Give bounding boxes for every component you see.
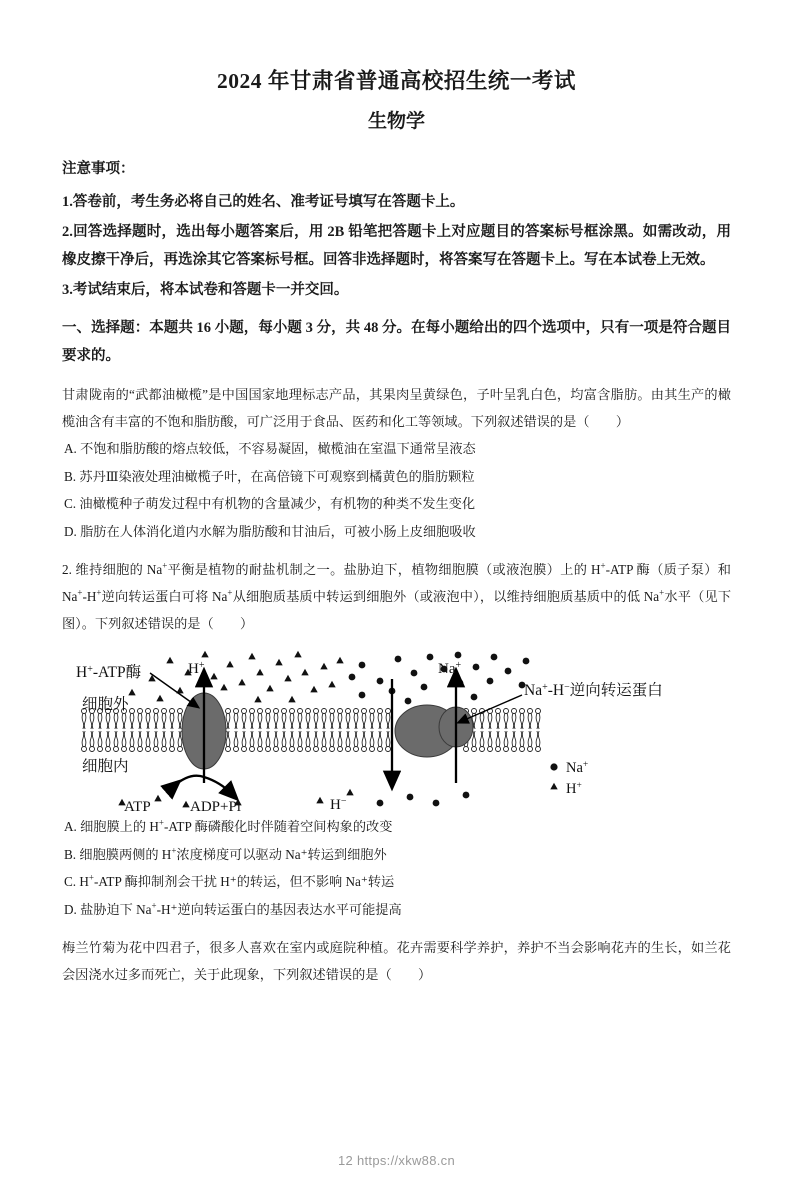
section-heading-choice: 一、选择题：本题共 16 小题，每小题 3 分，共 48 分。在每小题给出的四个选项中，只有一项是符合题目要求的。 — [62, 319, 731, 364]
notice-item-2: 2.回答选择题时，选出每小题答案后，用 2B 铅笔把答题卡上对应题目的答案标号框涂黑。如需改动，用橡皮擦干净后，再选涂其它答案标号框。回答非选择题时，将答案写在答题卡上。写在本试卷上无效。 — [62, 224, 731, 269]
q2d-post: -H⁺逆向转运蛋白的基因表达水平可能提高 — [156, 901, 402, 917]
question-2-option-a[interactable] — [62, 813, 731, 840]
na-h-antiporter-protein — [395, 705, 473, 757]
q2-text-3: -ATP 酶（质子泵）和 Na — [62, 562, 731, 605]
question-2-option-c[interactable] — [62, 868, 731, 895]
q2d-pre: D. 盐胁迫下 Na — [64, 901, 152, 917]
label-outside-cell: 细胞外 — [82, 696, 129, 714]
q2-text-6: 从细胞质基质中转运到细胞外（或液泡中），以维持细胞质基质中的低 Na — [232, 589, 660, 605]
question-3 — [62, 934, 731, 988]
label-na-plus-top: Na+ — [438, 660, 462, 678]
q2-sup-4: + — [96, 587, 102, 598]
question-1-option-d[interactable]: D. 脂肪在人体消化道内水解为脂肪酸和甘油后，可被小肠上皮细胞吸收 — [64, 523, 476, 539]
q2b-post: 浓度梯度可以驱动 Na⁺转运到细胞外 — [176, 846, 387, 862]
label-atp: ATP — [124, 799, 151, 812]
question-1-option-c[interactable]: C. 油橄榄种子萌发过程中有机物的含量减少，有机物的种类不发生变化 — [64, 496, 476, 512]
question-1-stem: 甘肃陇南的“武都油橄榄”是中国国家地理标志产品，其果肉呈黄绿色，子叶呈乳白色，均富含脂肪。由其生产的橄榄油含有丰富的不饱和脂肪酸，可广泛用于食品、医药和化工等领域。下列叙述错误的是（ ） — [62, 387, 731, 430]
q2c-post: -ATP 酶抑制剂会干扰 H⁺的转运，但不影响 Na⁺转运 — [93, 874, 395, 890]
legend-h-label: H+ — [566, 781, 582, 798]
label-adp-pi: ADP+Pi — [190, 799, 241, 812]
notice-heading: 注意事项： — [62, 160, 135, 177]
q2-text-4: -H — [82, 589, 97, 605]
question-2-stem — [62, 556, 731, 637]
question-2 — [62, 556, 731, 923]
na-ion-cluster-inside — [377, 792, 470, 807]
q2b-sup: + — [171, 845, 177, 856]
q2-sup-5: + — [227, 587, 233, 598]
membrane-transport-figure — [62, 643, 731, 811]
label-h-atpase: H+-ATP酶 — [76, 664, 142, 682]
q2-text-2: 平衡是植物的耐盐机制之一。盐胁迫下，植物细胞膜（或液泡膜）上的 H — [167, 562, 601, 578]
q2a-post: -ATP 酶磷酸化时伴随着空间构象的改变 — [163, 819, 393, 835]
q2c-sup: + — [88, 872, 94, 883]
question-2-option-b[interactable] — [62, 841, 731, 868]
legend-na-label: Na+ — [566, 760, 589, 777]
q2-sup-3: + — [77, 587, 83, 598]
notice-item-1: 1.答卷前，考生务必将自己的姓名、准考证号填写在答题卡上。 — [62, 194, 465, 211]
question-1-option-a[interactable]: A. 不饱和脂肪酸的熔点较低，不容易凝固，橄榄油在室温下通常呈液态 — [64, 441, 476, 457]
question-2-option-d[interactable] — [62, 896, 731, 923]
arrow-adp — [204, 777, 232, 794]
membrane-diagram-svg — [62, 643, 731, 811]
label-h-plus-top: H+ — [188, 660, 205, 678]
q2-text-7: 水平（见下图）。下列叙述错误的是（ ） — [62, 589, 732, 632]
page-footer-watermark: 12 https://xkw88.cn — [338, 1153, 455, 1168]
question-3-stem: 梅兰竹菊为花中四君子，很多人喜欢在室内或庭院种植。花卉需要科学养护，养护不当会影响花卉的生长，如兰花会因浇水过多而死亡，关于此现象，下列叙述错误的是（ ） — [62, 940, 731, 983]
subject-title: 生物学 — [367, 110, 425, 132]
q2-sup-1: + — [162, 560, 168, 571]
q2-text-5: 逆向转运蛋白可将 Na — [101, 589, 228, 605]
q2-text-1: 2. 维持细胞的 Na — [62, 562, 163, 578]
legend-na-marker — [550, 764, 557, 771]
q2-sup-6: + — [659, 587, 665, 598]
page-title: 2024 年甘肃省普通高校招生统一考试 — [217, 69, 576, 93]
label-h-minus-bottom: H− — [330, 796, 347, 812]
q2a-pre: A. 细胞膜上的 H — [64, 819, 159, 835]
q2a-sup: + — [158, 818, 164, 829]
question-1 — [62, 381, 731, 545]
legend-h-marker — [550, 783, 557, 790]
question-1-option-b[interactable]: B. 苏丹Ⅲ染液处理油橄榄子叶，在高倍镜下可观察到橘黄色的脂肪颗粒 — [64, 468, 475, 484]
na-ion-cluster-outside — [349, 652, 530, 705]
notice-item-3: 3.考试结束后，将本试卷和答题卡一并交回。 — [62, 281, 349, 298]
q2c-pre: C. H — [64, 874, 89, 890]
label-antiporter: Na+-H−逆向转运蛋白 — [524, 682, 663, 700]
exam-page — [0, 68, 793, 1190]
h-ion-cluster-outside — [128, 651, 343, 703]
leader-enzyme-label — [150, 673, 195, 705]
q2b-pre: B. 细胞膜两侧的 H — [64, 846, 172, 862]
arrow-atp — [174, 776, 204, 786]
q2d-sup: + — [151, 900, 157, 911]
notice-section — [62, 159, 731, 305]
q2-sup-2: + — [600, 560, 606, 571]
label-inside-cell: 细胞内 — [82, 758, 129, 776]
